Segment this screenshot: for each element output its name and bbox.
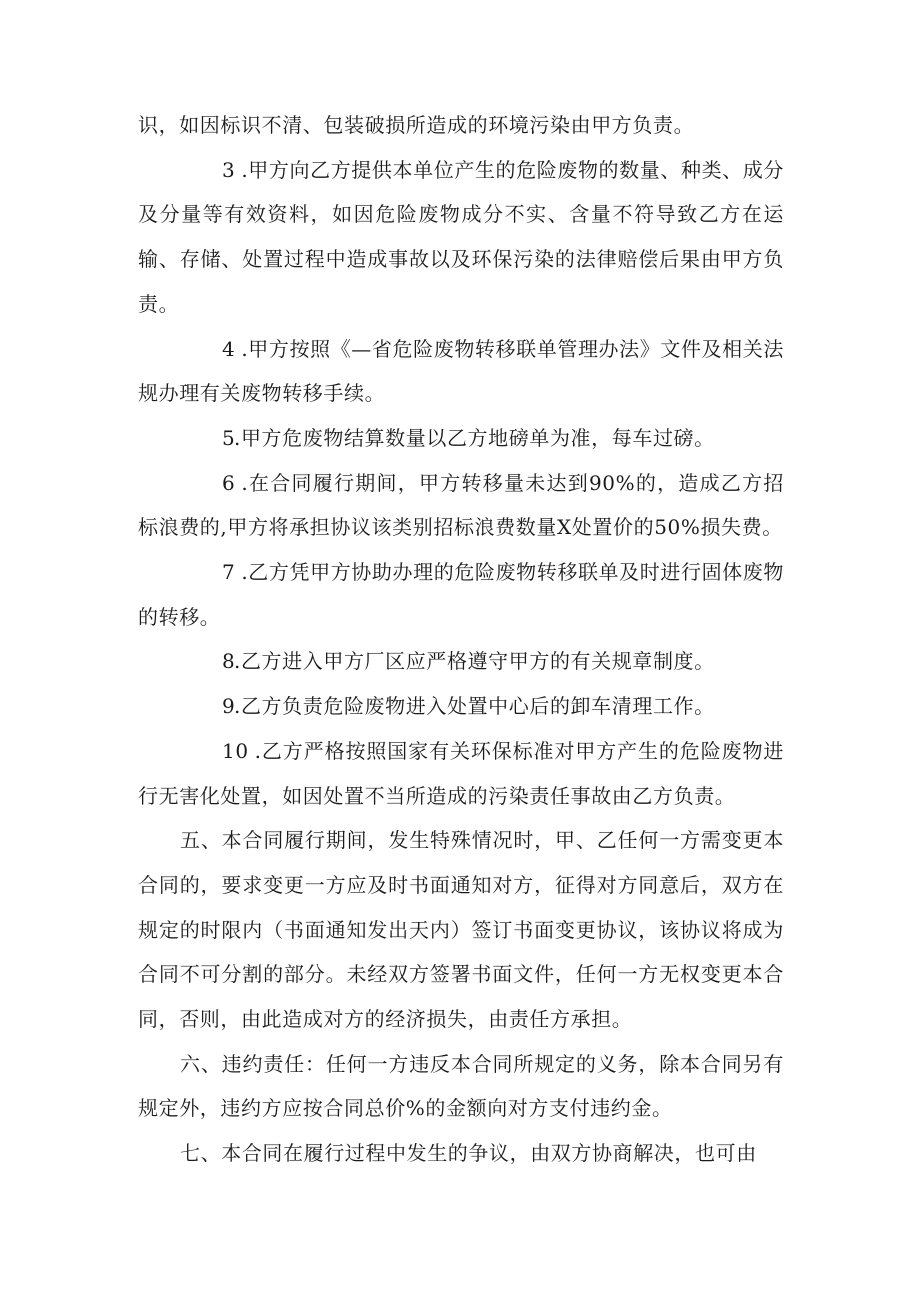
- paragraph-continued: [138, 103, 784, 148]
- clause-number: 6: [222, 470, 236, 495]
- clause-9: [138, 684, 784, 729]
- clause-6: [138, 461, 784, 550]
- clause-8: [138, 639, 784, 684]
- document-body: [138, 103, 784, 1176]
- clause-text: .在合同履行期间，甲方转移量未达到90%的，造成乙方招标浪费的,甲方将承担协议该类别招标浪费数量X处置价的50%损失费。: [138, 470, 784, 540]
- section-six: [138, 1042, 784, 1131]
- clause-text: .乙方严格按照国家有关环保标准对甲方产生的危险废物进行无害化处置，如因处置不当所造成的污染责任事故由乙方负责。: [138, 738, 784, 808]
- clause-number: 10: [222, 738, 249, 763]
- clause-number: 8: [222, 649, 236, 674]
- clause-number: 3: [222, 157, 236, 182]
- clause-number: 7: [222, 560, 236, 585]
- clause-3: [138, 148, 784, 327]
- clause-7: [138, 550, 784, 639]
- section-five: [138, 818, 784, 1042]
- clause-text: .乙方负责危险废物进入处置中心后的卸车清理工作。: [234, 694, 715, 719]
- clause-5: [138, 416, 784, 461]
- clause-4: [138, 327, 784, 416]
- clause-text: .甲方向乙方提供本单位产生的危险废物的数量、种类、成分及分量等有效资料，如因危险废物成分不实、含量不符导致乙方在运输、存储、处置过程中造成事故以及环保污染的法律赔偿后果由甲方负责。: [138, 157, 784, 316]
- clause-number: 4: [222, 336, 236, 361]
- clause-text: .甲方按照《—省危险废物转移联单管理办法》文件及相关法规办理有关废物转移手续。: [138, 336, 784, 406]
- clause-text: .甲方危废物结算数量以乙方地磅单为准，每车过磅。: [234, 425, 715, 450]
- clause-number: 9: [222, 694, 236, 719]
- section-text: 五、本合同履行期间，发生特殊情况时，甲、乙任何一方需变更本合同的，要求变更一方应及时书面通知对方，征得对方同意后，双方在规定的时限内（书面通知发出天内）签订书面变更协议，该协议将成为合同不可分割的部分。未经双方签署书面文件，任何一方无权变更本合同，否则，由此造成对方的经济损失，由责任方承担。: [138, 828, 784, 1032]
- clause-10: [138, 729, 784, 818]
- section-text: 六、违约责任：任何一方违反本合同所规定的义务，除本合同另有规定外，违约方应按合同总价%的金额向对方支付违约金。: [138, 1051, 784, 1121]
- clause-text: .乙方进入甲方厂区应严格遵守甲方的有关规章制度。: [234, 649, 715, 674]
- section-text: 七、本合同在履行过程中发生的争议，由双方协商解决，也可由: [180, 1141, 757, 1166]
- clause-number: 5: [222, 425, 236, 450]
- paragraph-text: 识，如因标识不清、包装破损所造成的环境污染由甲方负责。: [138, 113, 695, 137]
- section-seven: [138, 1131, 784, 1176]
- clause-text: .乙方凭甲方协助办理的危险废物转移联单及时进行固体废物的转移。: [138, 560, 784, 629]
